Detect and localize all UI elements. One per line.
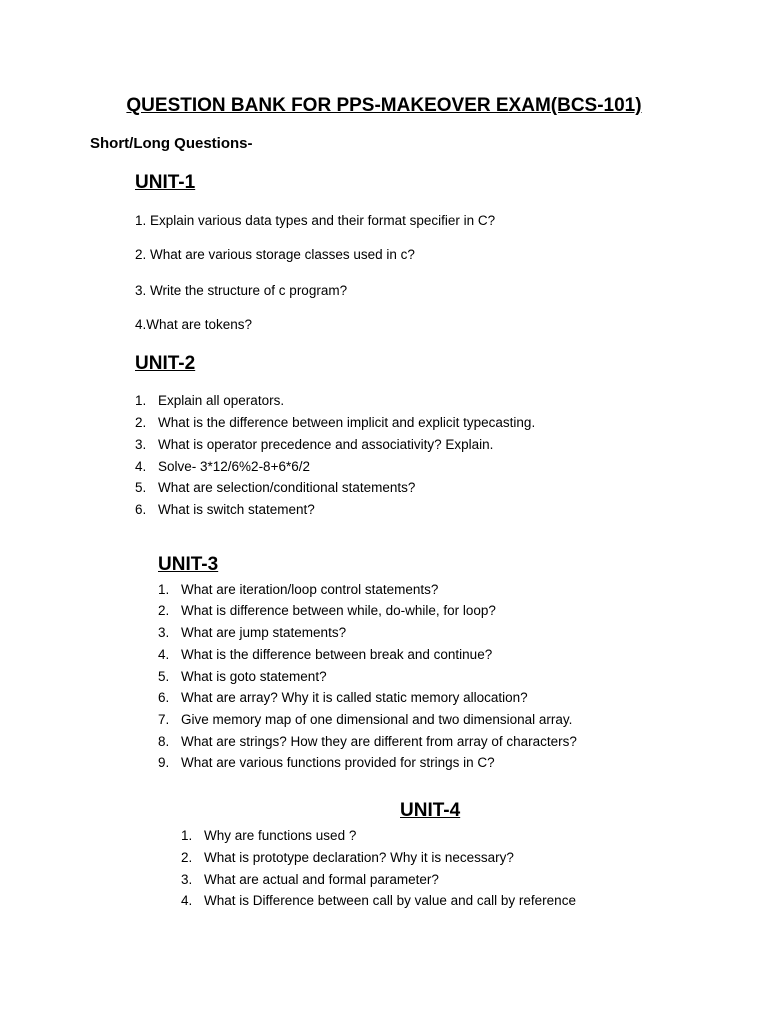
list-item-text: Solve- 3*12/6%2-8+6*6/2	[158, 459, 310, 474]
list-item-text: What is Difference between call by value and call by reference	[204, 893, 576, 908]
list-item-number: 3.	[135, 437, 147, 452]
list-item-text: What are array? Why it is called static memory allocation?	[181, 690, 528, 705]
list-item-number: 5.	[158, 669, 170, 684]
list-item-text: What is goto statement?	[181, 669, 327, 684]
unit-1-question: 3. Write the structure of c program?	[135, 283, 348, 298]
list-item-text: What are iteration/loop control statements?	[181, 582, 439, 597]
unit-3-heading: UNIT-3	[158, 554, 219, 575]
list-item-text: Why are functions used ?	[204, 828, 357, 843]
list-item-number: 3.	[158, 625, 170, 640]
unit-1-question: 2. What are various storage classes used in c?	[135, 247, 415, 262]
list-item-number: 2.	[135, 415, 147, 430]
list-item-text: What are strings? How they are different from array of characters?	[181, 734, 577, 749]
list-item-text: Explain all operators.	[158, 393, 285, 408]
list-item-text: Give memory map of one dimensional and two dimensional array.	[181, 712, 573, 727]
list-item-text: What are various functions provided for strings in C?	[181, 755, 495, 770]
list-item-text: What is prototype declaration? Why it is necessary?	[204, 850, 514, 865]
list-item-number: 1.	[181, 828, 193, 843]
list-item-number: 9.	[158, 755, 170, 770]
list-item-number: 8.	[158, 734, 170, 749]
list-item-number: 6.	[158, 690, 170, 705]
list-item-number: 2.	[158, 603, 170, 618]
list-item-text: What is difference between while, do-while, for loop?	[181, 603, 496, 618]
unit-1-question: 4.What are tokens?	[135, 317, 253, 332]
list-item-number: 2.	[181, 850, 193, 865]
section-subtitle: Short/Long Questions-	[90, 135, 253, 152]
unit-1-heading: UNIT-1	[135, 172, 196, 193]
list-item-number: 5.	[135, 480, 147, 495]
unit-4-heading: UNIT-4	[400, 800, 461, 821]
list-item-number: 3.	[181, 872, 193, 887]
list-item-number: 6.	[135, 502, 147, 517]
list-item-number: 1.	[135, 393, 147, 408]
list-item-number: 1.	[158, 582, 170, 597]
unit-1-question: 1. Explain various data types and their format specifier in C?	[135, 213, 496, 228]
unit-2-heading: UNIT-2	[135, 353, 196, 374]
list-item-text: What are actual and formal parameter?	[204, 872, 439, 887]
list-item-number: 4.	[135, 459, 147, 474]
list-item-text: What are selection/conditional statements?	[158, 480, 416, 495]
list-item-text: What is operator precedence and associativity? Explain.	[158, 437, 494, 452]
list-item-number: 4.	[181, 893, 193, 908]
list-item-text: What is switch statement?	[158, 502, 315, 517]
list-item-text: What are jump statements?	[181, 625, 347, 640]
list-item-number: 4.	[158, 647, 170, 662]
list-item-text: What is the difference between break and continue?	[181, 647, 493, 662]
page-title: QUESTION BANK FOR PPS-MAKEOVER EXAM(BCS-101)	[126, 95, 642, 116]
list-item-number: 7.	[158, 712, 170, 727]
list-item-text: What is the difference between implicit and explicit typecasting.	[158, 415, 536, 430]
